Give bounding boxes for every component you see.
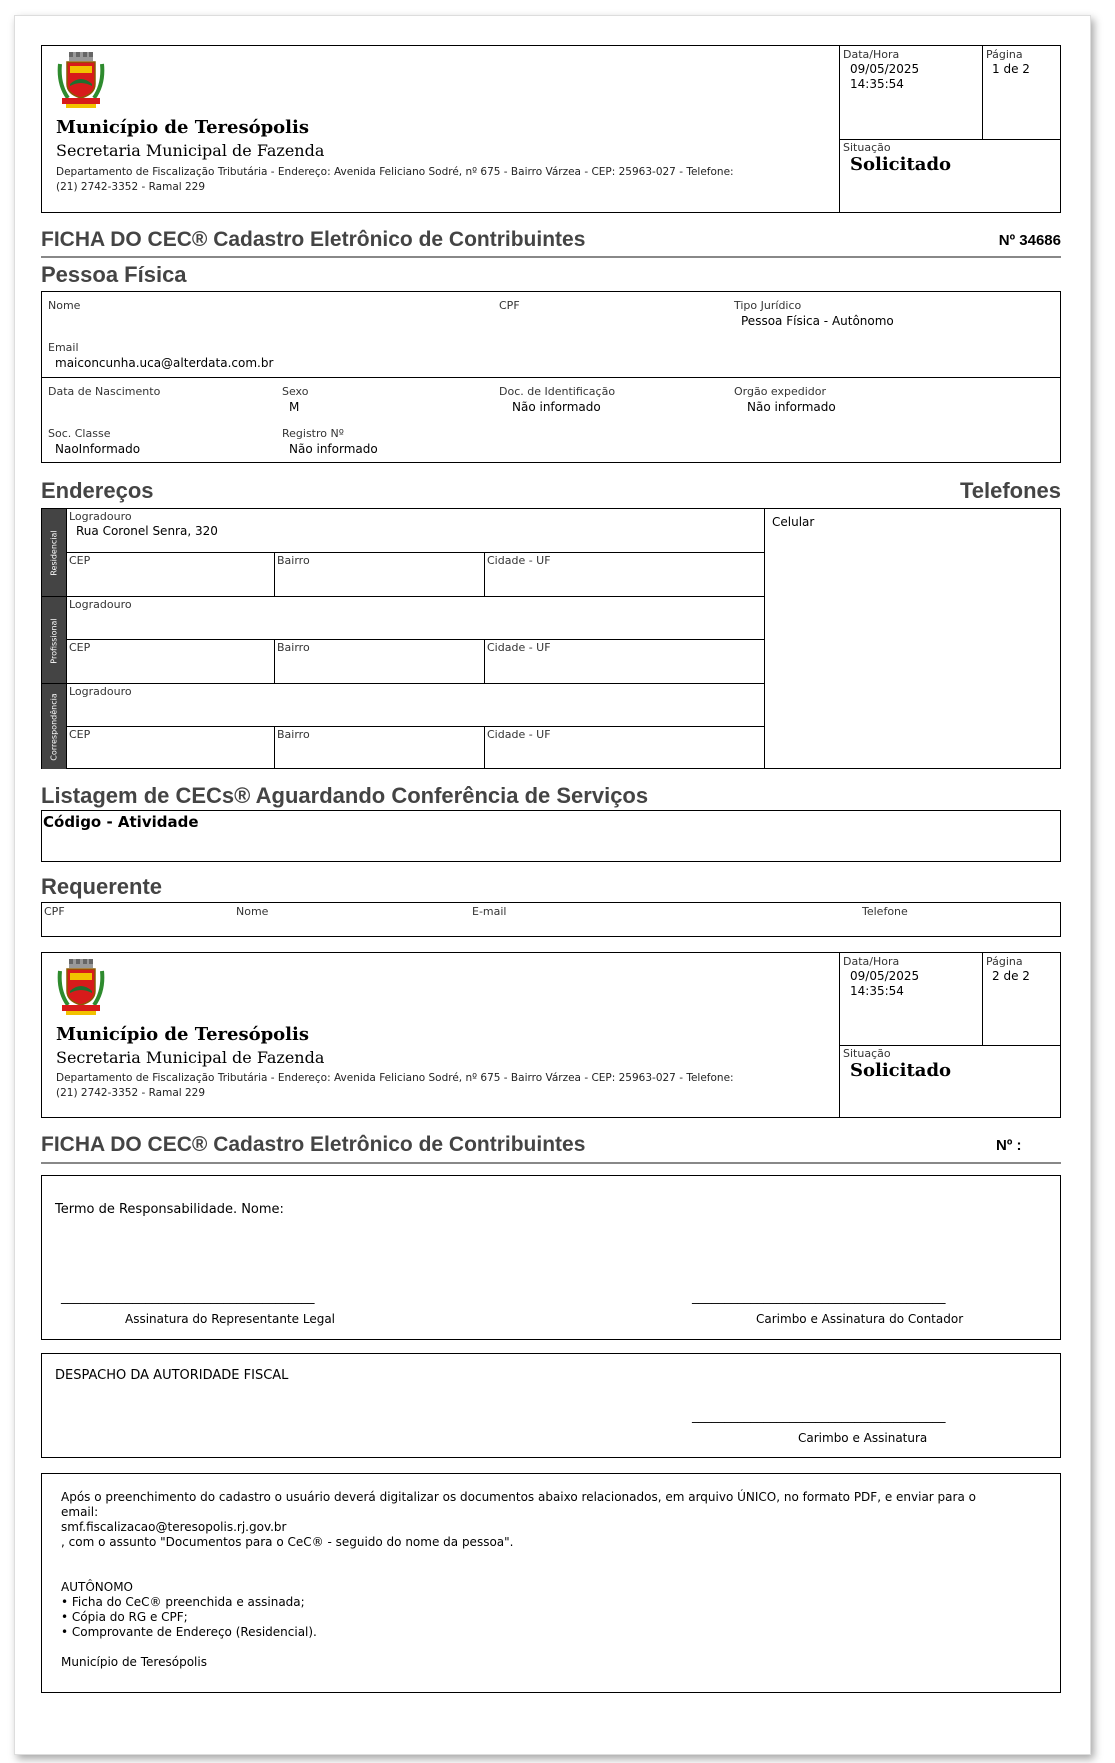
cor-city-label: Cidade - UF (487, 728, 551, 741)
instructions-line1: Após o preenchimento do cadastro o usuário deverá digitalizar os documentos abaixo relacionados, em arquivo ÚNICO, no formato PDF, e enviar para o (61, 1490, 976, 1504)
responsibility-text: Termo de Responsabilidade. Nome: (55, 1202, 284, 1217)
department-line2: (21) 2742-3352 - Ramal 229 (56, 181, 206, 193)
req-email-label: E-mail (472, 905, 507, 918)
listing-header: Código - Atividade (43, 813, 199, 831)
registry-label: Registro Nº (282, 427, 344, 440)
requester-box (41, 902, 1061, 937)
coat-of-arms-logo (56, 957, 106, 1019)
req-name-label: Nome (236, 905, 269, 918)
coat-of-arms-logo (56, 50, 106, 112)
cor-street-label: Logradouro (69, 685, 132, 698)
phone-label: Celular (772, 515, 815, 529)
person-box (41, 291, 1061, 463)
residential-tag: Residencial (42, 509, 66, 596)
time-value: 14:35:54 (850, 77, 904, 91)
instructions-email: smf.fiscalizacao@teresopolis.rj.gov.br (61, 1520, 287, 1534)
res-district-label: Bairro (277, 554, 310, 567)
signature-label-right: Carimbo e Assinatura do Contador (756, 1312, 964, 1326)
res-street-value: Rua Coronel Senra, 320 (76, 524, 218, 538)
dispatch-title: DESPACHO DA AUTORIDADE FISCAL (55, 1368, 289, 1383)
pro-city-label: Cidade - UF (487, 641, 551, 654)
municipality-name: Município de Teresópolis (56, 117, 309, 138)
status-label: Situação (843, 1047, 891, 1060)
date-label: Data/Hora (843, 48, 900, 61)
req-phone-label: Telefone (862, 905, 908, 918)
instructions-line4: , com o assunto "Documentos para o CeC® - seguido do nome da pessoa". (61, 1535, 514, 1549)
issuer-value: Não informado (747, 400, 836, 414)
form-title-p2: FICHA DO CEC® Cadastro Eletrônico de Contribuintes (41, 1133, 586, 1156)
instructions-item3: • Comprovante de Endereço (Residencial). (61, 1625, 317, 1639)
req-cpf-label: CPF (44, 905, 65, 918)
cor-cep-label: CEP (69, 728, 91, 741)
municipality-name: Município de Teresópolis (56, 1024, 309, 1045)
cor-district-label: Bairro (277, 728, 310, 741)
dispatch-signature-label: Carimbo e Assinatura (798, 1431, 928, 1445)
sex-label: Sexo (282, 385, 309, 398)
registry-value: Não informado (289, 442, 378, 456)
addresses-box (41, 508, 1061, 769)
correspondence-tag: Correspondência (42, 683, 66, 769)
form-number-p2: Nº : (996, 1137, 1022, 1154)
page-label: Página (986, 955, 1023, 968)
res-city-label: Cidade - UF (487, 554, 551, 567)
date-value: 09/05/2025 (850, 62, 920, 76)
pro-street-label: Logradouro (69, 598, 132, 611)
signature-line-left: _______________________________________ (61, 1290, 315, 1305)
department-line1: Departamento de Fiscalização Tributária - Endereço: Avenida Feliciano Sodré, nº 675 - Bairro Várzea - CEP: 25963-027 - Telefone: (56, 1072, 734, 1084)
department-line1: Departamento de Fiscalização Tributária - Endereço: Avenida Feliciano Sodré, nº 675 - Bairro Várzea - CEP: 25963-027 - Telefone: (56, 166, 734, 178)
legal-type-value: Pessoa Física - Autônomo (741, 314, 894, 328)
listing-title: Listagem de CECs® Aguardando Conferência de Serviços (41, 783, 649, 808)
requester-title: Requerente (41, 874, 163, 899)
doc-value: Não informado (512, 400, 601, 414)
instructions-item2: • Cópia do RG e CPF; (61, 1610, 188, 1624)
page-number: 1 de 2 (992, 62, 1030, 76)
instructions-box (41, 1473, 1061, 1693)
pro-district-label: Bairro (277, 641, 310, 654)
instructions-line2: email: (61, 1505, 99, 1519)
doc-label: Doc. de Identificação (499, 385, 616, 398)
name-label: Nome (48, 299, 81, 312)
header-box-p1 (41, 45, 1061, 213)
status-value: Solicitado (850, 154, 952, 175)
res-street-label: Logradouro (69, 510, 132, 523)
person-section-title: Pessoa Física (41, 262, 187, 287)
instructions-item1: • Ficha do CeC® preenchida e assinada; (61, 1595, 305, 1609)
issuer-label: Orgão expedidor (734, 385, 827, 398)
dispatch-box (41, 1353, 1061, 1458)
secretariat-name: Secretaria Municipal de Fazenda (56, 1048, 325, 1067)
email-value: maiconcunha.uca@alterdata.com.br (55, 356, 274, 370)
class-label: Soc. Classe (48, 427, 111, 440)
sex-value: M (289, 400, 300, 414)
page-number: 2 de 2 (992, 969, 1030, 983)
time-value: 14:35:54 (850, 984, 904, 998)
responsibility-box (41, 1175, 1061, 1340)
class-value: NaoInformado (55, 442, 141, 456)
professional-tag: Profissional (42, 596, 66, 684)
phones-title: Telefones (959, 478, 1061, 503)
date-value: 09/05/2025 (850, 969, 920, 983)
addresses-title: Endereços (41, 478, 154, 503)
date-label: Data/Hora (843, 955, 900, 968)
signature-label-left: Assinatura do Representante Legal (125, 1312, 336, 1326)
signature-line-right: _______________________________________ (692, 1290, 946, 1305)
birth-label: Data de Nascimento (48, 385, 161, 398)
legal-type-label: Tipo Jurídico (734, 299, 802, 312)
secretariat-name: Secretaria Municipal de Fazenda (56, 141, 325, 160)
status-label: Situação (843, 141, 891, 154)
listing-box (41, 810, 1061, 862)
cpf-label: CPF (499, 299, 520, 312)
page-label: Página (986, 48, 1023, 61)
email-label: Email (48, 341, 79, 354)
pro-cep-label: CEP (69, 641, 91, 654)
dispatch-signature-line: _______________________________________ (692, 1409, 946, 1424)
res-cep-label: CEP (69, 554, 91, 567)
department-line2: (21) 2742-3352 - Ramal 229 (56, 1087, 206, 1099)
status-value: Solicitado (850, 1060, 952, 1081)
form-title: FICHA DO CEC® Cadastro Eletrônico de Contribuintes (41, 228, 586, 251)
form-number: Nº 34686 (998, 232, 1061, 249)
header-box-p2 (41, 952, 1061, 1118)
instructions-category: AUTÔNOMO (61, 1580, 133, 1594)
instructions-footer: Município de Teresópolis (61, 1655, 207, 1669)
